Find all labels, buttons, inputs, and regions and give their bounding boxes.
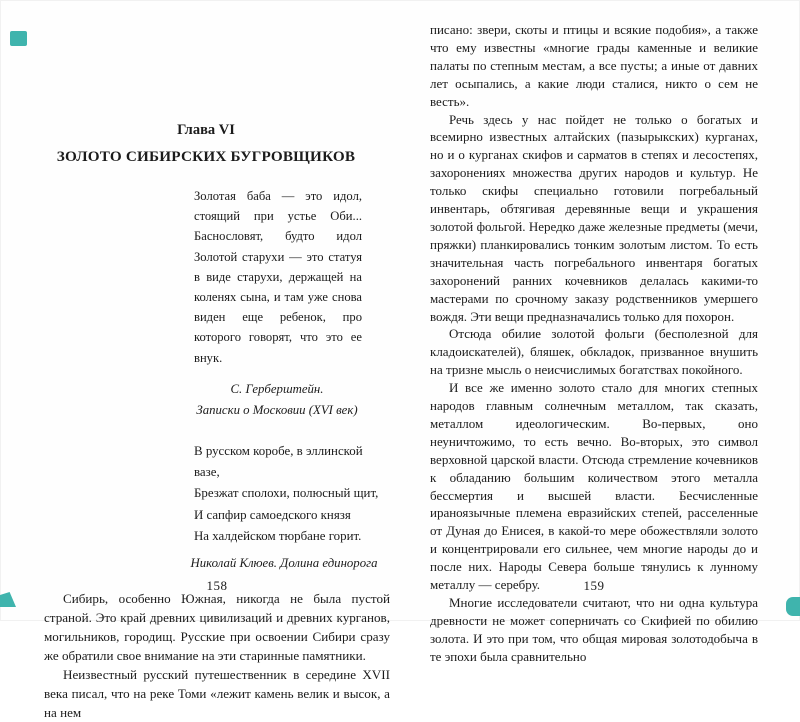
poem-line: В русском коробе, в эллинской вазе, (194, 443, 363, 480)
epigraph-prose-text: Золотая баба — это идол, стоящий при устье Оби... Баснословят, будто идол Золотой старухи — это статуя в виде старухи, держащей на коленях сына, и там уже снова виден еще ребенок, про которого говорят, что это ее внук. (194, 189, 362, 365)
epigraph-attribution (172, 379, 382, 421)
page-number-left: 158 (206, 578, 228, 593)
page-left (44, 0, 390, 721)
watermark-fragment-bottom-right-icon (786, 597, 800, 616)
epigraph-poem (194, 441, 390, 547)
chapter-title: ЗОЛОТО СИБИРСКИХ БУГРОВЩИКОВ (56, 148, 356, 165)
poem-line: На халдейском тюрбане горит. (194, 529, 362, 544)
watermark-fragment-top-left-icon (10, 31, 27, 46)
page-right (430, 0, 758, 664)
paragraph: писано: звери, скоты и птицы и всякие подобия», а также что ему известны «многие грады каменные и великие палаты по степным местам, а все пусты; а иные от давних лет осыпались, а какие люди сталися, никто о сем не весть». (430, 22, 758, 109)
poem-line: Брезжат сполохи, полюсный щит, (194, 486, 379, 501)
watermark-fragment-bottom-left-icon (0, 592, 16, 607)
poem-line: И сапфир самоедского князя (194, 507, 351, 522)
poem-attribution: Николай Клюев. Долина единорога (190, 556, 378, 571)
paragraph: Неизвестный русский путешественник в середине XVII века писал, что на реке Томи «лежит камень велик и высок, а на нем (44, 667, 390, 721)
page-number-right: 159 (583, 578, 605, 593)
epigraph-author: С. Герберштейн. (230, 381, 324, 396)
left-page-body (44, 589, 390, 722)
chapter-label: Глава VI (177, 122, 235, 138)
paragraph: Многие исследователи считают, что ни одна культура древности не может соперничать со Скифией по обилию золота. И это при том, что общая мировая золотодобыча в те эпохи была сравнительно (430, 595, 758, 664)
right-page-body (430, 21, 758, 666)
epigraph-source: Записки о Московии (XVI век) (196, 402, 358, 417)
paragraph: И все же именно золото стало для многих степных народов главным солнечным металлом, так сказать, металлом идеологическим. Во-первых, оно неуничтожимо, то есть вечно. Во-вторых, это символ верховной царской власти. Отсюда стремление кочевников к обладанию большим количеством этого металла бессмертия и высшей власти. Бесчисленные ираноязычные племена евразийских степей, расселенные от Дуная до Енисея, в какой-то мере обожествляли золото и концентрировали его сильнее, чем многие народы до и после них. Народы Севера больше тянулись к лунному металлу — серебру. (430, 380, 758, 593)
paragraph: Речь здесь у нас пойдет не только о богатых и всемирно известных алтайских (пазырыкских) курганах, но и о курганах скифов и сарматов в степях и лесостепях, захоронениях множества других народов и культур. Не только скифы специально готовили погребальный инвентарь, обтягивая деревянные вещи и украшения золотой фольгой. Нередко даже железные предметы (мечи, пряжки) планкировались тонким золотым листом. То есть значительная часть погребального инвентаря богатых захоронений ранних кочевников делалась какими-то мастерами по срочному заказу родственников умершего вождя. Эти вещи предназначались только для похорон. (430, 111, 758, 324)
paragraph: Сибирь, особенно Южная, никогда не была пустой страной. Это край древних цивилизаций и древних курганов, могильников, городищ. Русские при освоении Сибири сразу же обратили свое внимание на эти старинные памятники. (44, 591, 390, 664)
paragraph: Отсюда обилие золотой фольги (бесполезной для кладоискателей), бляшек, обкладок, призванное внушить на тризне мысль о неисчислимых богатствах покойного. (430, 326, 758, 378)
